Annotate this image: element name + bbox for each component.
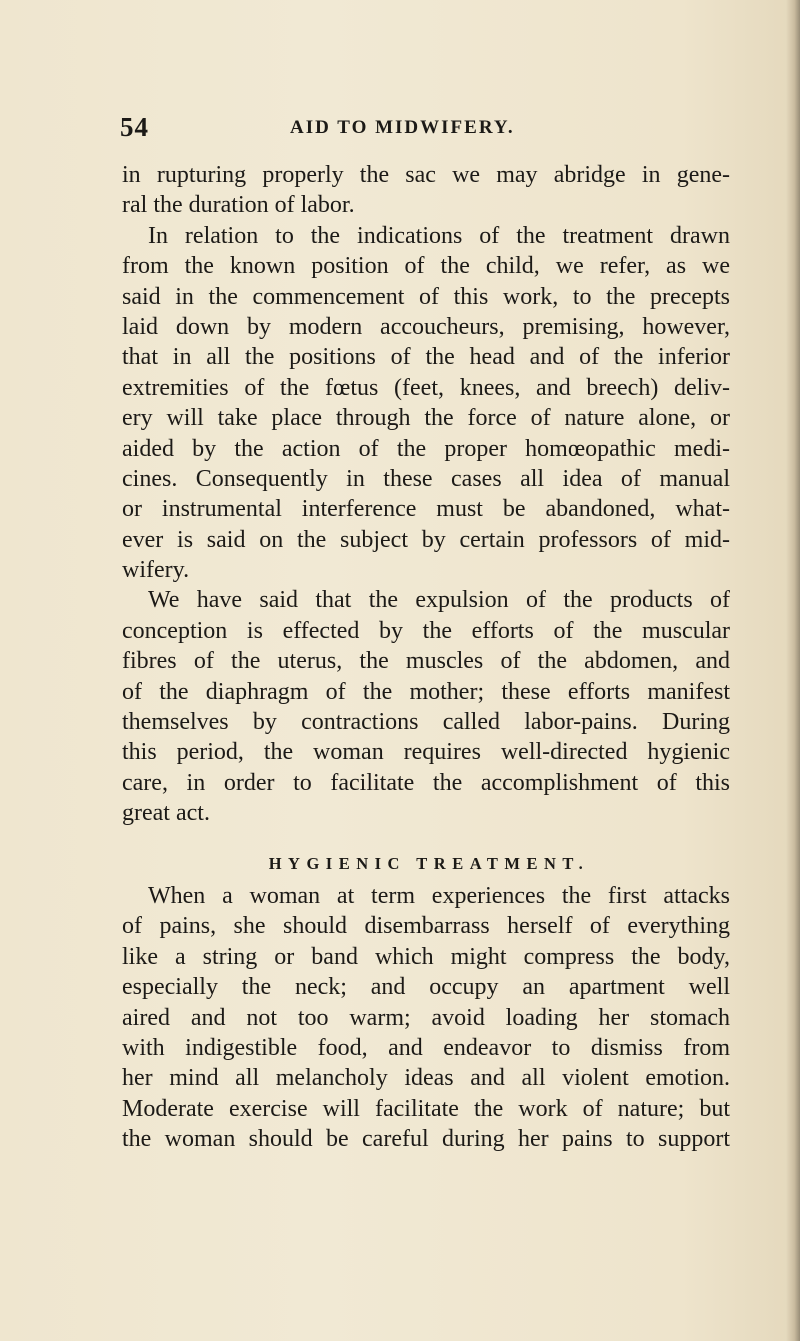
text-line: from the known position of the child, we refer, as we xyxy=(122,253,730,280)
text-line: like a string or band which might compress the body, xyxy=(122,943,730,970)
text-line: extremities of the fœtus (feet, knees, and breech) deliv- xyxy=(122,374,730,401)
text-line: We have said that the expulsion of the products of xyxy=(148,587,730,614)
body-text xyxy=(122,160,730,1155)
text-line: conception is effected by the efforts of the muscular xyxy=(122,617,730,644)
running-head: AID TO MIDWIFERY. xyxy=(290,117,515,138)
text-line: aired and not too warm; avoid loading her stomach xyxy=(122,1004,730,1031)
text-line: cines. Consequently in these cases all idea of manual xyxy=(122,465,730,492)
text-line: aided by the action of the proper homœopathic medi- xyxy=(122,435,730,462)
page-header xyxy=(120,112,740,142)
text-line: ever is said on the subject by certain professors of mid- xyxy=(122,526,730,553)
text-line: the woman should be careful during her pains to support xyxy=(122,1126,730,1153)
text-line: Moderate exercise will facilitate the work of nature; but xyxy=(122,1095,730,1122)
text-line: said in the commencement of this work, to the precepts xyxy=(122,283,730,310)
text-line: her mind all melancholy ideas and all violent emotion. xyxy=(122,1065,730,1092)
text-line: care, in order to facilitate the accomplishment of this xyxy=(122,769,730,796)
text-line: fibres of the uterus, the muscles of the abdomen, and xyxy=(122,648,730,675)
text-line: in rupturing properly the sac we may abridge in gene- xyxy=(122,162,730,188)
text-line: of the diaphragm of the mother; these efforts manifest xyxy=(122,678,730,705)
text-line: or instrumental interference must be abandoned, what- xyxy=(122,496,730,523)
text-line: laid down by modern accoucheurs, premising, however, xyxy=(122,313,730,340)
text-line: themselves by contractions called labor-pains. During xyxy=(122,709,730,736)
text-line: especially the neck; and occupy an apartment well xyxy=(122,974,730,1001)
text-line: When a woman at term experiences the first attacks xyxy=(148,882,730,909)
text-line: In relation to the indications of the treatment drawn xyxy=(148,222,730,249)
text-line: that in all the positions of the head and of the inferior xyxy=(122,344,730,371)
text-line: great act. xyxy=(122,800,210,827)
text-line: of pains, she should disembarrass herself of everything xyxy=(122,913,730,940)
page-number: 54 xyxy=(120,112,149,142)
page-edge-shadow xyxy=(786,0,800,1341)
text-line: ral the duration of labor. xyxy=(122,192,355,219)
section-heading: HYGIENIC TREATMENT. xyxy=(268,853,590,873)
text-line: ery will take place through the force of nature alone, or xyxy=(122,405,730,432)
text-line: this period, the woman requires well-directed hygienic xyxy=(122,739,730,766)
text-line: wifery. xyxy=(122,557,190,584)
text-line: with indigestible food, and endeavor to dismiss from xyxy=(122,1034,730,1061)
